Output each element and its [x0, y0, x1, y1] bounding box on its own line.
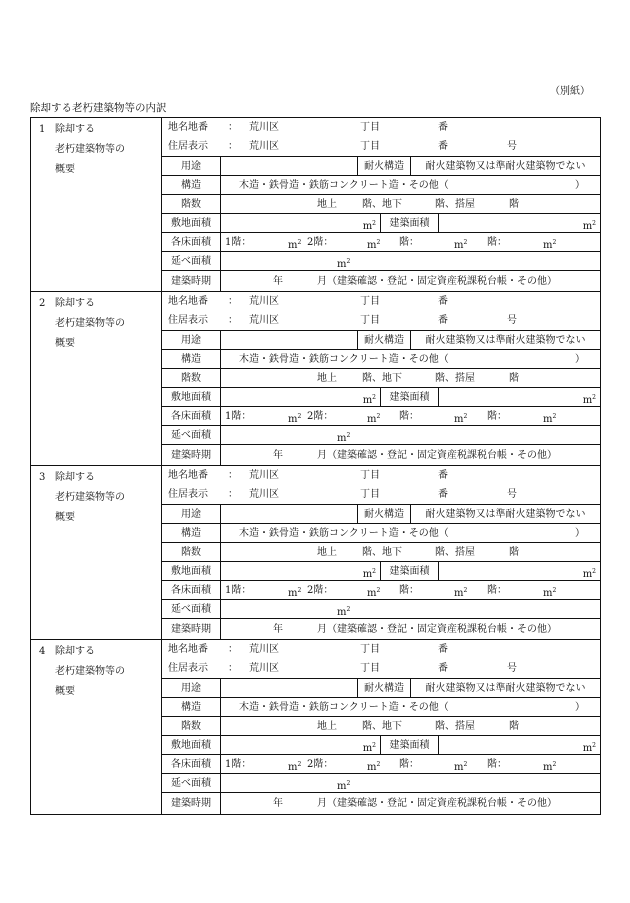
- floor-2: 2階：: [307, 585, 334, 596]
- shikichi-value: [220, 388, 380, 407]
- label-ban: 番: [438, 296, 448, 307]
- kozo-close: ）: [575, 702, 585, 713]
- heading-line: 概要: [55, 164, 75, 175]
- label-kai: 階: [509, 547, 519, 558]
- floor-n: 階：: [487, 585, 507, 596]
- label-chome: 丁目: [360, 663, 380, 674]
- unit-m2: $m^2$: [582, 394, 596, 406]
- label-kaisu: 階数: [181, 721, 201, 732]
- row-kakuyuka: [162, 580, 600, 600]
- label-yoto: 用途: [181, 683, 201, 694]
- label-kaisu: 階数: [181, 199, 201, 210]
- label-taika: 耐火構造: [357, 679, 410, 698]
- label-kozo: 構造: [181, 702, 201, 713]
- row-shikichi: [162, 213, 600, 233]
- label-jukyo: 住居表示: [168, 489, 208, 500]
- kaisu-value: [220, 369, 600, 388]
- kakuyuka-value: [220, 233, 600, 252]
- jiki-note: 月（建築確認・登記・固定資産税課税台帳・その他）: [317, 450, 557, 461]
- kaisu-value: [220, 195, 600, 214]
- ward-name: 荒川区: [249, 663, 279, 674]
- label-yoto: 用途: [181, 509, 201, 520]
- kozo-options: 木造・鉄骨造・鉄筋コンクリート造・その他（: [239, 702, 449, 713]
- label-nobe: 延べ面積: [171, 430, 211, 441]
- label-kakuyuka: 各床面積: [171, 411, 211, 422]
- row-jukyo: [162, 137, 600, 156]
- label-kozo: 構造: [181, 354, 201, 365]
- row-jiki: [162, 792, 600, 814]
- row-chiban: [162, 466, 600, 485]
- label-kai: 階: [509, 721, 519, 732]
- label-chiban: 地名地番: [168, 470, 208, 481]
- section-heading: [31, 292, 162, 465]
- taika-value: 耐火建築物又は準耐火建築物でない: [410, 505, 600, 524]
- label-kakuyuka: 各床面積: [171, 237, 211, 248]
- label-shikichi: 敷地面積: [171, 566, 211, 577]
- row-kaisu: [162, 194, 600, 214]
- row-nobe: [162, 251, 600, 271]
- label-go: 号: [507, 315, 517, 326]
- unit-m2: $m^2$: [367, 587, 381, 599]
- unit-m2: $m^2$: [362, 742, 376, 754]
- ward-name: 荒川区: [249, 141, 279, 152]
- colon: ：: [228, 470, 238, 481]
- unit-m2: $m^2$: [543, 587, 557, 599]
- floor-n: 階：: [399, 759, 419, 770]
- label-shikichi: 敷地面積: [171, 218, 211, 229]
- unit-m2: $m^2$: [288, 761, 302, 773]
- yoto-value: [220, 157, 357, 176]
- section-detail: [162, 118, 600, 291]
- kozo-value: [220, 176, 600, 195]
- row-kozo: [162, 175, 600, 195]
- label-kakuyuka: 各床面積: [171, 585, 211, 596]
- ward-name: 荒川区: [249, 315, 279, 326]
- label-jukyo: 住居表示: [168, 141, 208, 152]
- label-go: 号: [507, 141, 517, 152]
- kenchiku-value: [438, 736, 600, 755]
- label-chika: 階、地下: [362, 547, 402, 558]
- label-nobe: 延べ面積: [171, 256, 211, 267]
- kenchiku-value: [438, 388, 600, 407]
- jiki-value: [220, 271, 600, 292]
- label-nen: 年: [273, 624, 283, 635]
- floor-2: 2階：: [307, 237, 334, 248]
- kakuyuka-value: [220, 407, 600, 426]
- unit-m2: $m^2$: [362, 394, 376, 406]
- label-kenchiku: 建築面積: [380, 214, 438, 233]
- section-heading: [31, 640, 162, 814]
- nobe-value: [220, 600, 600, 619]
- unit-m2: $m^2$: [367, 239, 381, 251]
- label-chijo: 地上: [317, 373, 337, 384]
- label-chome: 丁目: [360, 489, 380, 500]
- section-number: 4: [39, 646, 46, 657]
- unit-m2: $m^2$: [582, 220, 596, 232]
- floor-2: 2階：: [307, 759, 334, 770]
- label-chijo: 地上: [317, 721, 337, 732]
- row-jiki: [162, 618, 600, 640]
- label-jiki: 建築時期: [171, 624, 211, 635]
- kozo-options: 木造・鉄骨造・鉄筋コンクリート造・その他（: [239, 354, 449, 365]
- label-go: 号: [507, 489, 517, 500]
- row-nobe: [162, 599, 600, 619]
- label-chika: 階、地下: [362, 199, 402, 210]
- row-kozo: [162, 697, 600, 717]
- unit-m2: $m^2$: [454, 761, 468, 773]
- nobe-value: [220, 252, 600, 271]
- label-taika: 耐火構造: [357, 331, 410, 350]
- label-jiki: 建築時期: [171, 276, 211, 287]
- kaisu-value: [220, 543, 600, 562]
- row-shikichi: [162, 561, 600, 581]
- building-section: [31, 118, 600, 292]
- ward-name: 荒川区: [249, 489, 279, 500]
- label-ban: 番: [438, 122, 448, 133]
- colon: ：: [228, 296, 238, 307]
- row-chiban: [162, 640, 600, 659]
- heading-line: 概要: [55, 512, 75, 523]
- jiki-value: [220, 619, 600, 640]
- row-yoto: [162, 156, 600, 176]
- row-yoto: [162, 678, 600, 698]
- label-kenchiku: 建築面積: [380, 388, 438, 407]
- kozo-close: ）: [575, 528, 585, 539]
- heading-line: 老朽建築物等の: [55, 492, 125, 503]
- row-jiki: [162, 270, 600, 292]
- floor-1: 1階：: [225, 585, 252, 596]
- jiki-note: 月（建築確認・登記・固定資産税課税台帳・その他）: [317, 798, 557, 809]
- floor-1: 1階：: [225, 237, 252, 248]
- taika-value: 耐火建築物又は準耐火建築物でない: [410, 331, 600, 350]
- row-nobe: [162, 425, 600, 445]
- label-ban: 番: [438, 470, 448, 481]
- heading-line: 除却する: [55, 472, 95, 483]
- yoto-value: [220, 505, 357, 524]
- unit-m2: $m^2$: [337, 606, 351, 618]
- label-ban: 番: [438, 315, 448, 326]
- colon: ：: [228, 644, 238, 655]
- label-kaisu: 階数: [181, 373, 201, 384]
- unit-m2: $m^2$: [337, 258, 351, 270]
- row-shikichi: [162, 735, 600, 755]
- heading-line: 除却する: [55, 298, 95, 309]
- colon: ：: [228, 489, 238, 500]
- yoto-value: [220, 331, 357, 350]
- section-number: 2: [39, 298, 46, 309]
- shikichi-value: [220, 562, 380, 581]
- label-kai: 階: [509, 373, 519, 384]
- label-nen: 年: [273, 798, 283, 809]
- kakuyuka-value: [220, 581, 600, 600]
- kozo-close: ）: [575, 180, 585, 191]
- floor-2: 2階：: [307, 411, 334, 422]
- row-nobe: [162, 773, 600, 793]
- colon: ：: [228, 315, 238, 326]
- ward-name: 荒川区: [249, 470, 279, 481]
- taika-value: 耐火建築物又は準耐火建築物でない: [410, 679, 600, 698]
- kenchiku-value: [438, 562, 600, 581]
- row-kakuyuka: [162, 754, 600, 774]
- unit-m2: $m^2$: [337, 780, 351, 792]
- heading-line: 概要: [55, 338, 75, 349]
- floor-n: 階：: [487, 759, 507, 770]
- label-nen: 年: [273, 276, 283, 287]
- unit-m2: $m^2$: [288, 587, 302, 599]
- kozo-options: 木造・鉄骨造・鉄筋コンクリート造・その他（: [239, 528, 449, 539]
- unit-m2: $m^2$: [454, 239, 468, 251]
- label-tooya: 階、搭屋: [435, 373, 475, 384]
- row-jiki: [162, 444, 600, 466]
- nobe-value: [220, 426, 600, 445]
- label-ban: 番: [438, 489, 448, 500]
- section-heading: [31, 118, 162, 291]
- label-chome: 丁目: [360, 296, 380, 307]
- label-taika: 耐火構造: [357, 505, 410, 524]
- kozo-options: 木造・鉄骨造・鉄筋コンクリート造・その他（: [239, 180, 449, 191]
- kakuyuka-value: [220, 755, 600, 774]
- nobe-value: [220, 774, 600, 793]
- label-kaisu: 階数: [181, 547, 201, 558]
- unit-m2: $m^2$: [288, 413, 302, 425]
- jiki-value: [220, 793, 600, 814]
- row-shikichi: [162, 387, 600, 407]
- label-tooya: 階、搭屋: [435, 199, 475, 210]
- unit-m2: $m^2$: [543, 413, 557, 425]
- label-taika: 耐火構造: [357, 157, 410, 176]
- label-chome: 丁目: [360, 141, 380, 152]
- unit-m2: $m^2$: [362, 220, 376, 232]
- shikichi-value: [220, 214, 380, 233]
- unit-m2: $m^2$: [367, 413, 381, 425]
- section-detail: [162, 466, 600, 639]
- unit-m2: $m^2$: [454, 587, 468, 599]
- row-chiban: [162, 292, 600, 311]
- heading-line: 除却する: [55, 646, 95, 657]
- label-chijo: 地上: [317, 547, 337, 558]
- label-chika: 階、地下: [362, 721, 402, 732]
- label-kai: 階: [509, 199, 519, 210]
- building-section: [31, 640, 600, 814]
- unit-m2: $m^2$: [337, 432, 351, 444]
- kozo-value: [220, 698, 600, 717]
- label-nobe: 延べ面積: [171, 778, 211, 789]
- unit-m2: $m^2$: [543, 239, 557, 251]
- kozo-value: [220, 524, 600, 543]
- row-kakuyuka: [162, 406, 600, 426]
- label-ban: 番: [438, 141, 448, 152]
- label-jukyo: 住居表示: [168, 315, 208, 326]
- page-label: （別紙）: [550, 86, 590, 97]
- section-detail: [162, 640, 600, 814]
- label-kakuyuka: 各床面積: [171, 759, 211, 770]
- unit-m2: $m^2$: [454, 413, 468, 425]
- row-kakuyuka: [162, 232, 600, 252]
- label-ban: 番: [438, 663, 448, 674]
- ward-name: 荒川区: [249, 296, 279, 307]
- ward-name: 荒川区: [249, 122, 279, 133]
- floor-1: 1階：: [225, 411, 252, 422]
- floor-1: 1階：: [225, 759, 252, 770]
- heading-line: 概要: [55, 686, 75, 697]
- unit-m2: $m^2$: [543, 761, 557, 773]
- row-kozo: [162, 523, 600, 543]
- section-heading: [31, 466, 162, 639]
- row-chiban: [162, 118, 600, 137]
- floor-n: 階：: [487, 411, 507, 422]
- section-number: 1: [39, 124, 46, 135]
- building-section: [31, 292, 600, 466]
- label-shikichi: 敷地面積: [171, 392, 211, 403]
- label-chika: 階、地下: [362, 373, 402, 384]
- unit-m2: $m^2$: [367, 761, 381, 773]
- ward-name: 荒川区: [249, 644, 279, 655]
- unit-m2: $m^2$: [582, 742, 596, 754]
- label-nobe: 延べ面積: [171, 604, 211, 615]
- row-yoto: [162, 330, 600, 350]
- section-detail: [162, 292, 600, 465]
- kozo-value: [220, 350, 600, 369]
- building-section: [31, 466, 600, 640]
- unit-m2: $m^2$: [582, 568, 596, 580]
- heading-line: 老朽建築物等の: [55, 666, 125, 677]
- row-jukyo: [162, 311, 600, 330]
- label-chiban: 地名地番: [168, 644, 208, 655]
- row-yoto: [162, 504, 600, 524]
- kozo-close: ）: [575, 354, 585, 365]
- label-jukyo: 住居表示: [168, 663, 208, 674]
- row-kaisu: [162, 716, 600, 736]
- label-go: 号: [507, 663, 517, 674]
- row-kaisu: [162, 542, 600, 562]
- label-ban: 番: [438, 644, 448, 655]
- colon: ：: [228, 663, 238, 674]
- label-chiban: 地名地番: [168, 296, 208, 307]
- unit-m2: $m^2$: [362, 568, 376, 580]
- label-tooya: 階、搭屋: [435, 721, 475, 732]
- label-kenchiku: 建築面積: [380, 562, 438, 581]
- label-chome: 丁目: [360, 644, 380, 655]
- floor-n: 階：: [399, 585, 419, 596]
- label-tooya: 階、搭屋: [435, 547, 475, 558]
- kaisu-value: [220, 717, 600, 736]
- colon: ：: [228, 122, 238, 133]
- label-chijo: 地上: [317, 199, 337, 210]
- section-number: 3: [39, 472, 46, 483]
- breakdown-form: [30, 117, 601, 815]
- label-jiki: 建築時期: [171, 798, 211, 809]
- jiki-note: 月（建築確認・登記・固定資産税課税台帳・その他）: [317, 276, 557, 287]
- jiki-value: [220, 445, 600, 466]
- label-nen: 年: [273, 450, 283, 461]
- unit-m2: $m^2$: [288, 239, 302, 251]
- row-jukyo: [162, 485, 600, 504]
- colon: ：: [228, 141, 238, 152]
- label-chome: 丁目: [360, 470, 380, 481]
- row-kozo: [162, 349, 600, 369]
- label-yoto: 用途: [181, 161, 201, 172]
- label-chiban: 地名地番: [168, 122, 208, 133]
- heading-line: 老朽建築物等の: [55, 144, 125, 155]
- label-chome: 丁目: [360, 122, 380, 133]
- label-shikichi: 敷地面積: [171, 740, 211, 751]
- heading-line: 除却する: [55, 124, 95, 135]
- label-kozo: 構造: [181, 180, 201, 191]
- floor-n: 階：: [399, 237, 419, 248]
- label-kenchiku: 建築面積: [380, 736, 438, 755]
- label-yoto: 用途: [181, 335, 201, 346]
- yoto-value: [220, 679, 357, 698]
- row-jukyo: [162, 659, 600, 678]
- heading-line: 老朽建築物等の: [55, 318, 125, 329]
- document-title: 除却する老朽建築物等の内訳: [30, 102, 167, 114]
- jiki-note: 月（建築確認・登記・固定資産税課税台帳・その他）: [317, 624, 557, 635]
- row-kaisu: [162, 368, 600, 388]
- shikichi-value: [220, 736, 380, 755]
- taika-value: 耐火建築物又は準耐火建築物でない: [410, 157, 600, 176]
- floor-n: 階：: [399, 411, 419, 422]
- kenchiku-value: [438, 214, 600, 233]
- label-jiki: 建築時期: [171, 450, 211, 461]
- label-chome: 丁目: [360, 315, 380, 326]
- label-kozo: 構造: [181, 528, 201, 539]
- floor-n: 階：: [487, 237, 507, 248]
